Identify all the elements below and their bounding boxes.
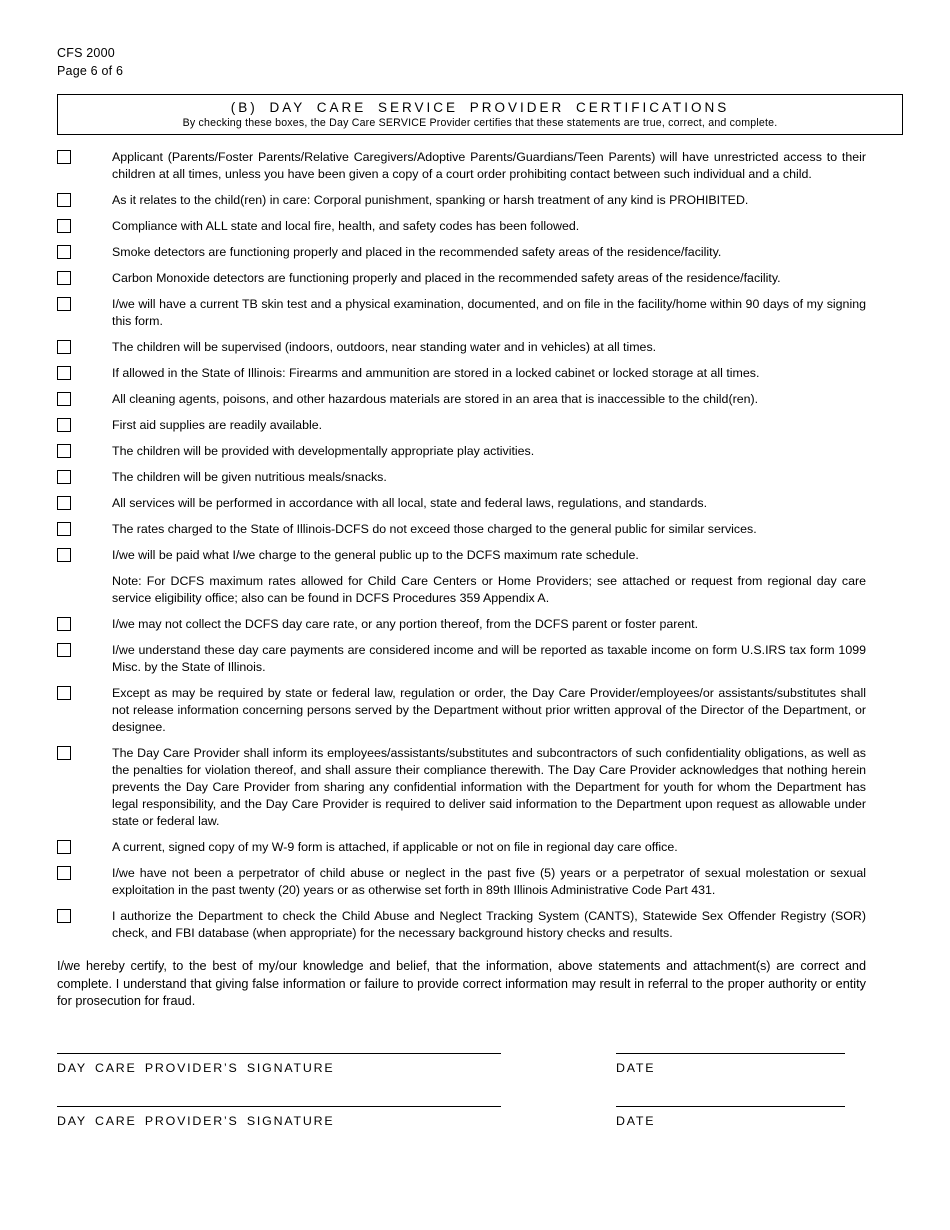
certification-checkbox[interactable] <box>57 548 71 562</box>
certification-text: Except as may be required by state or federal law, regulation or order, the Day Care Provider/employees/or assistants/substitutes shall not release information concerning persons served by the Department without prior written approval of the Director of the Department, or designee. <box>112 686 866 734</box>
certification-row <box>57 296 866 330</box>
certification-row <box>57 365 866 382</box>
certification-row <box>57 244 866 261</box>
certification-text: Carbon Monoxide detectors are functioning properly and placed in the recommended safety areas of the residence/facility. <box>112 271 781 285</box>
certification-row <box>57 616 866 633</box>
form-number: CFS 2000 <box>57 46 115 60</box>
certification-row <box>57 149 866 183</box>
provider-signature-line-2[interactable] <box>57 1106 501 1107</box>
certification-checkbox[interactable] <box>57 909 71 923</box>
certification-checkbox[interactable] <box>57 418 71 432</box>
date-label-2: DATE <box>616 1113 656 1128</box>
certification-row <box>57 443 866 460</box>
certification-text: I/we have not been a perpetrator of child abuse or neglect in the past five (5) years or a perpetrator of sexual molestation or sexual exploitation in the past twenty (20) years or as otherwise set forth in 89th Illinois Administrative Code Part 431. <box>112 866 866 897</box>
certification-checkbox[interactable] <box>57 271 71 285</box>
certification-checkbox[interactable] <box>57 840 71 854</box>
certification-text: The children will be given nutritious meals/snacks. <box>112 470 387 484</box>
certification-checkbox[interactable] <box>57 643 71 657</box>
note-row <box>57 573 866 607</box>
certification-row <box>57 469 866 486</box>
certification-text: I/we will be paid what I/we charge to the general public up to the DCFS maximum rate schedule. <box>112 548 639 562</box>
certification-text: I/we will have a current TB skin test and a physical examination, documented, and on file in the facility/home within 90 days of my signing this form. <box>112 297 866 328</box>
certification-text: The rates charged to the State of Illinois-DCFS do not exceed those charged to the general public for similar services. <box>112 522 757 536</box>
certification-row <box>57 391 866 408</box>
date-line-2[interactable] <box>616 1106 845 1107</box>
certification-row <box>57 547 866 564</box>
certification-checkbox[interactable] <box>57 193 71 207</box>
certification-text: Compliance with ALL state and local fire, health, and safety codes has been followed. <box>112 219 580 233</box>
certification-text: Smoke detectors are functioning properly and placed in the recommended safety areas of the residence/facility. <box>112 245 722 259</box>
certification-row <box>57 865 866 899</box>
certification-checkbox[interactable] <box>57 366 71 380</box>
certification-list <box>57 149 903 942</box>
certification-text: I/we may not collect the DCFS day care rate, or any portion thereof, from the DCFS parent or foster parent. <box>112 617 699 631</box>
signature-block-2 <box>57 1106 845 1128</box>
closing-statement: I/we hereby certify, to the best of my/our knowledge and belief, that the information, above statements and attachment(s) are correct and complete. I understand that giving false information or failure to provide correct information may result in referral to the proper authority or entity for prosecution for fraud. <box>57 959 866 1008</box>
certification-row <box>57 745 866 830</box>
certification-checkbox[interactable] <box>57 219 71 233</box>
section-title: (B) DAY CARE SERVICE PROVIDER CERTIFICATIONS <box>230 100 730 115</box>
certification-row <box>57 417 866 434</box>
certification-text: I/we understand these day care payments are considered income and will be reported as taxable income on form U.S.IRS tax form 1099 Misc. by the State of Illinois. <box>112 643 866 674</box>
certification-checkbox[interactable] <box>57 340 71 354</box>
certification-checkbox[interactable] <box>57 150 71 164</box>
provider-signature-label-1: DAY CARE PROVIDER’S SIGNATURE <box>57 1060 335 1075</box>
certification-row <box>57 192 866 209</box>
certification-row <box>57 495 866 512</box>
certification-checkbox[interactable] <box>57 496 71 510</box>
page-number: Page 6 of 6 <box>57 64 124 78</box>
certification-text: As it relates to the child(ren) in care: Corporal punishment, spanking or harsh treatment of any kind is PROHIBITED. <box>112 193 749 207</box>
certification-text: The children will be supervised (indoors, outdoors, near standing water and in vehicles) at all times. <box>112 340 657 354</box>
section-title-box <box>57 94 903 135</box>
certification-checkbox[interactable] <box>57 746 71 760</box>
certification-row <box>57 339 866 356</box>
certification-text: The children will be provided with developmentally appropriate play activities. <box>112 444 535 458</box>
certification-text: If allowed in the State of Illinois: Firearms and ammunition are stored in a locked cabinet or locked storage at all times. <box>112 366 760 380</box>
certification-checkbox[interactable] <box>57 866 71 880</box>
certification-row <box>57 839 866 856</box>
date-label-1: DATE <box>616 1060 656 1075</box>
certification-text: All services will be performed in accordance with all local, state and federal laws, regulations, and standards. <box>112 496 708 510</box>
certification-checkbox[interactable] <box>57 444 71 458</box>
certification-row <box>57 218 866 235</box>
certification-text: All cleaning agents, poisons, and other hazardous materials are stored in an area that is inaccessible to the child(ren). <box>112 392 759 406</box>
note-text: Note: For DCFS maximum rates allowed for Child Care Centers or Home Providers; see attached or request from regional day care service eligibility office; also can be found in DCFS Procedures 359 Appendix A. <box>112 574 866 605</box>
certification-row <box>57 908 866 942</box>
certification-checkbox[interactable] <box>57 245 71 259</box>
certification-text: The Day Care Provider shall inform its employees/assistants/substitutes and subcontractors of such confidentiality obligations, as well as the penalties for violation thereof, and shall assure their compliance therewith. The Day Care Provider acknowledges that nothing herein prevents the Day Care Provider from sharing any confidential information with the Department for youth for whom the Department has legal responsibility, and the Day Care Provider is required to deliver said information to the Department upon request as allowable under state or federal law. <box>112 746 866 828</box>
certification-checkbox[interactable] <box>57 686 71 700</box>
certification-text: Applicant (Parents/Foster Parents/Relative Caregivers/Adoptive Parents/Guardians/Teen Parents) will have unrestricted access to their children at all times, unless you have been given a copy of a court order prohibiting contact between such individual and a child. <box>112 150 866 181</box>
signature-block-1 <box>57 1053 845 1075</box>
provider-signature-label-2: DAY CARE PROVIDER’S SIGNATURE <box>57 1113 335 1128</box>
certification-row <box>57 642 866 676</box>
certification-checkbox[interactable] <box>57 297 71 311</box>
provider-signature-line-1[interactable] <box>57 1053 501 1054</box>
certification-text: A current, signed copy of my W-9 form is attached, if applicable or not on file in regional day care office. <box>112 840 678 854</box>
certification-checkbox[interactable] <box>57 392 71 406</box>
certification-row <box>57 270 866 287</box>
signature-area <box>57 1053 903 1128</box>
certification-checkbox[interactable] <box>57 470 71 484</box>
certification-checkbox[interactable] <box>57 617 71 631</box>
date-line-1[interactable] <box>616 1053 845 1054</box>
certification-row <box>57 521 866 538</box>
certification-row <box>57 685 866 736</box>
certification-text: I authorize the Department to check the Child Abuse and Neglect Tracking System (CANTS), Statewide Sex Offender Registry (SOR) check, and FBI database (when appropriate) for the necessary background history checks and results. <box>112 909 866 940</box>
section-subtitle: By checking these boxes, the Day Care SERVICE Provider certifies that these statements are true, correct, and complete. <box>182 117 778 129</box>
certification-text: First aid supplies are readily available. <box>112 418 323 432</box>
certification-checkbox[interactable] <box>57 522 71 536</box>
